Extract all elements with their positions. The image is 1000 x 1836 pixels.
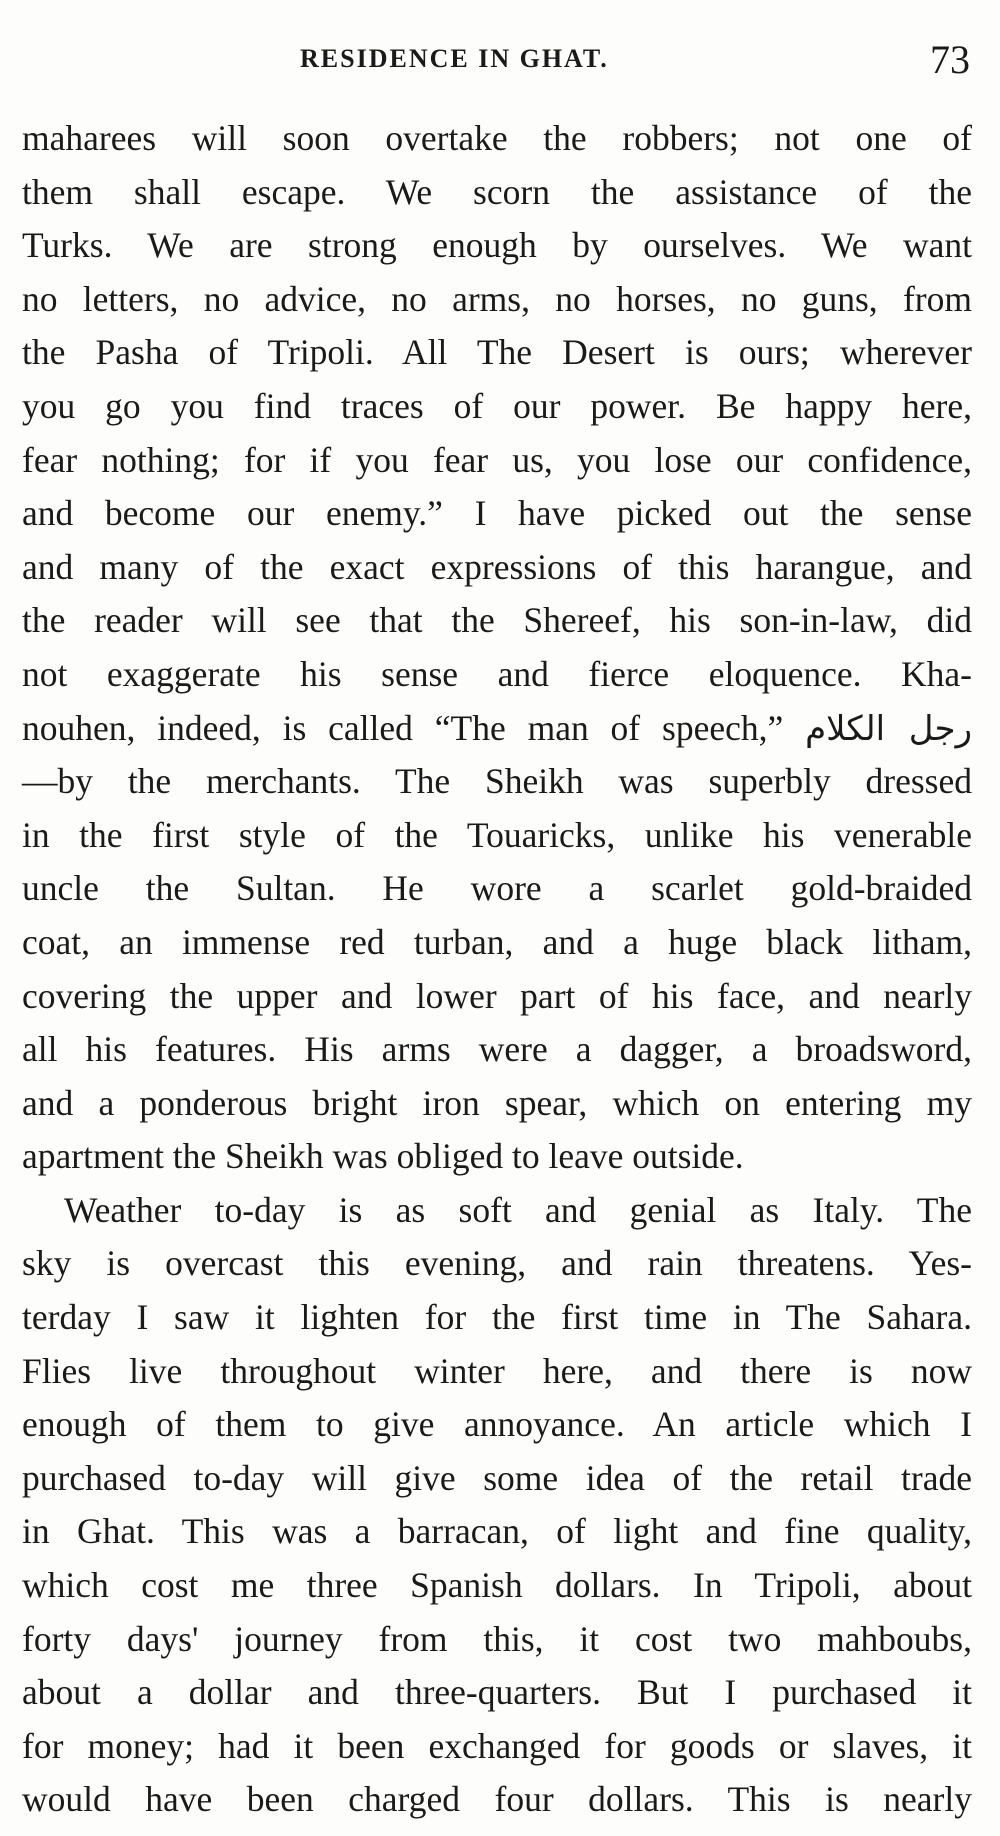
running-head bbox=[0, 36, 1000, 86]
text-line: enough of them to give annoyance. An article which I bbox=[22, 1404, 972, 1445]
text-line: which cost me three Spanish dollars. In Tripoli, about bbox=[22, 1565, 972, 1606]
arabic-phrase: رجل الكلام bbox=[805, 708, 972, 749]
text-line: would have been charged four dollars. This is nearly bbox=[22, 1779, 972, 1820]
text-line: no letters, no advice, no arms, no horses, no guns, from bbox=[22, 278, 972, 319]
text-line: and many of the exact expressions of this harangue, and bbox=[22, 546, 972, 587]
text-line: Turks. We are strong enough by ourselves. We want bbox=[22, 225, 972, 266]
running-title: RESIDENCE IN GHAT. bbox=[300, 44, 609, 73]
text-line: not exaggerate his sense and fierce eloquence. Kha- bbox=[22, 653, 972, 694]
text-line: all his features. His arms were a dagger, a broadsword, bbox=[22, 1029, 972, 1070]
text-line: Flies live throughout winter here, and there is now bbox=[22, 1350, 972, 1391]
text-line: fear nothing; for if you fear us, you lose our confidence, bbox=[22, 439, 972, 480]
text-line: maharees will soon overtake the robbers; not one of bbox=[22, 118, 972, 158]
text-line: about a dollar and three-quarters. But I purchased it bbox=[22, 1672, 972, 1713]
text-line-with-arabic bbox=[22, 702, 972, 756]
body-text bbox=[22, 112, 972, 1827]
text-line-prefix: nouhen, indeed, is called “The man of speech,” bbox=[22, 707, 784, 748]
text-line: apartment the Sheikh was obliged to leave outside. bbox=[22, 1136, 744, 1177]
text-line: Weather to-day is as soft and genial as Italy. The bbox=[64, 1189, 972, 1230]
text-line: them shall escape. We scorn the assistance of the bbox=[22, 171, 972, 212]
text-line: —by the merchants. The Sheikh was superbly dressed bbox=[22, 761, 972, 802]
text-line: and a ponderous bright iron spear, which on entering my bbox=[22, 1082, 972, 1123]
page-number: 73 bbox=[930, 37, 970, 82]
text-line: forty days' journey from this, it cost two mahboubs, bbox=[22, 1618, 972, 1659]
text-line: for money; had it been exchanged for goods or slaves, it bbox=[22, 1725, 972, 1766]
text-line: terday I saw it lighten for the first time in The Sahara. bbox=[22, 1297, 972, 1338]
text-line: the reader will see that the Shereef, his son-in-law, did bbox=[22, 600, 972, 641]
text-line: you go you find traces of our power. Be happy here, bbox=[22, 385, 972, 426]
text-line: covering the upper and lower part of his face, and nearly bbox=[22, 975, 972, 1016]
text-line: in the first style of the Touaricks, unlike his venerable bbox=[22, 814, 972, 855]
text-line: sky is overcast this evening, and rain threatens. Yes- bbox=[22, 1243, 972, 1284]
text-line: in Ghat. This was a barracan, of light and fine quality, bbox=[22, 1511, 972, 1552]
text-line: uncle the Sultan. He wore a scarlet gold-braided bbox=[22, 868, 972, 909]
text-line: coat, an immense red turban, and a huge black litham, bbox=[22, 921, 972, 962]
text-line: the Pasha of Tripoli. All The Desert is ours; wherever bbox=[22, 332, 972, 373]
text-line: and become our enemy.” I have picked out the sense bbox=[22, 493, 972, 534]
text-line: purchased to-day will give some idea of the retail trade bbox=[22, 1457, 972, 1498]
